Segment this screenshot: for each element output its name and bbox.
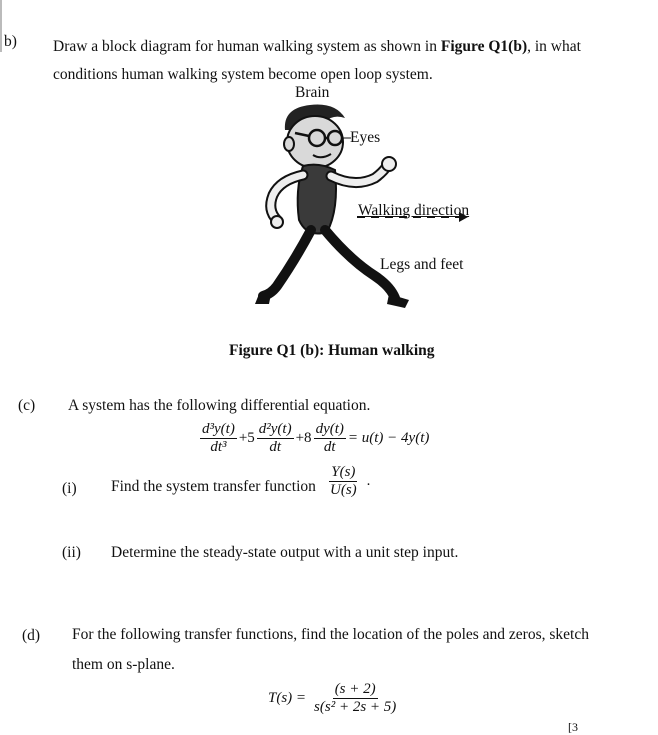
front-hand bbox=[382, 157, 396, 171]
part-d-line2: them on s-plane. bbox=[72, 656, 175, 673]
figure-reference: Figure Q1(b) bbox=[440, 38, 528, 55]
part-c-i-text: Find the system transfer function bbox=[111, 478, 316, 495]
page-left-border bbox=[0, 0, 2, 52]
figure-label-walking-direction: Walking direction bbox=[358, 202, 470, 219]
back-hand bbox=[271, 216, 283, 228]
head-shape bbox=[287, 116, 343, 168]
part-b-tail-text: , in what bbox=[527, 38, 581, 55]
back-foot bbox=[255, 294, 271, 304]
pole-zero-transfer-function: T(s) = $\frac{(s + 2)}{\text{s(s² + 2s + 5)}}$ bbox=[268, 681, 397, 715]
differential-equation: $\frac{\text{d³y(t)}}{\text{dt³}}$ +5 $\frac{\text{d²y(t)}}{dt}$ +8 $\frac{dy(t)}{dt}$ = u(t) − 4y(t) bbox=[202, 421, 430, 455]
part-b-question-line2: conditions human walking system become open loop system. bbox=[53, 66, 433, 83]
part-c-label: (c) bbox=[18, 397, 36, 414]
part-b-intro-text: Draw a block diagram for human walking system as shown in bbox=[53, 38, 441, 55]
figure-label-brain: Brain bbox=[295, 84, 330, 101]
term-first-derivative: $\frac{dy(t)}{dt}$ bbox=[315, 421, 344, 455]
part-c-ii-text: Determine the steady-state output with a unit step input. bbox=[111, 544, 459, 561]
figure-caption: Figure Q1 (b): Human walking bbox=[229, 342, 435, 359]
equation-rhs: = u(t) − 4y(t) bbox=[347, 429, 430, 446]
part-c-ii-label: (ii) bbox=[62, 544, 81, 561]
part-c-i-label: (i) bbox=[62, 480, 77, 497]
part-b-question-line1 bbox=[53, 38, 581, 56]
part-d-label: (d) bbox=[22, 627, 41, 644]
figure-label-eyes: Eyes bbox=[350, 129, 381, 146]
transfer-function-ratio: $\frac{Y(s)}{U(s)}$ . bbox=[330, 464, 371, 498]
term-third-derivative: $\frac{\text{d³y(t)}}{\text{dt³}}$ bbox=[202, 421, 235, 455]
figure-label-legs: Legs and feet bbox=[380, 256, 464, 273]
marks-corner: [3 bbox=[568, 720, 578, 734]
part-c-intro: A system has the following differential equation. bbox=[68, 397, 371, 414]
term-second-derivative: $\frac{\text{d²y(t)}}{dt}$ bbox=[258, 421, 292, 455]
part-b-label: b) bbox=[4, 33, 17, 50]
back-leg bbox=[263, 230, 311, 296]
part-d-line1: For the following transfer functions, find the location of the poles and zeros, sketch bbox=[72, 626, 589, 643]
